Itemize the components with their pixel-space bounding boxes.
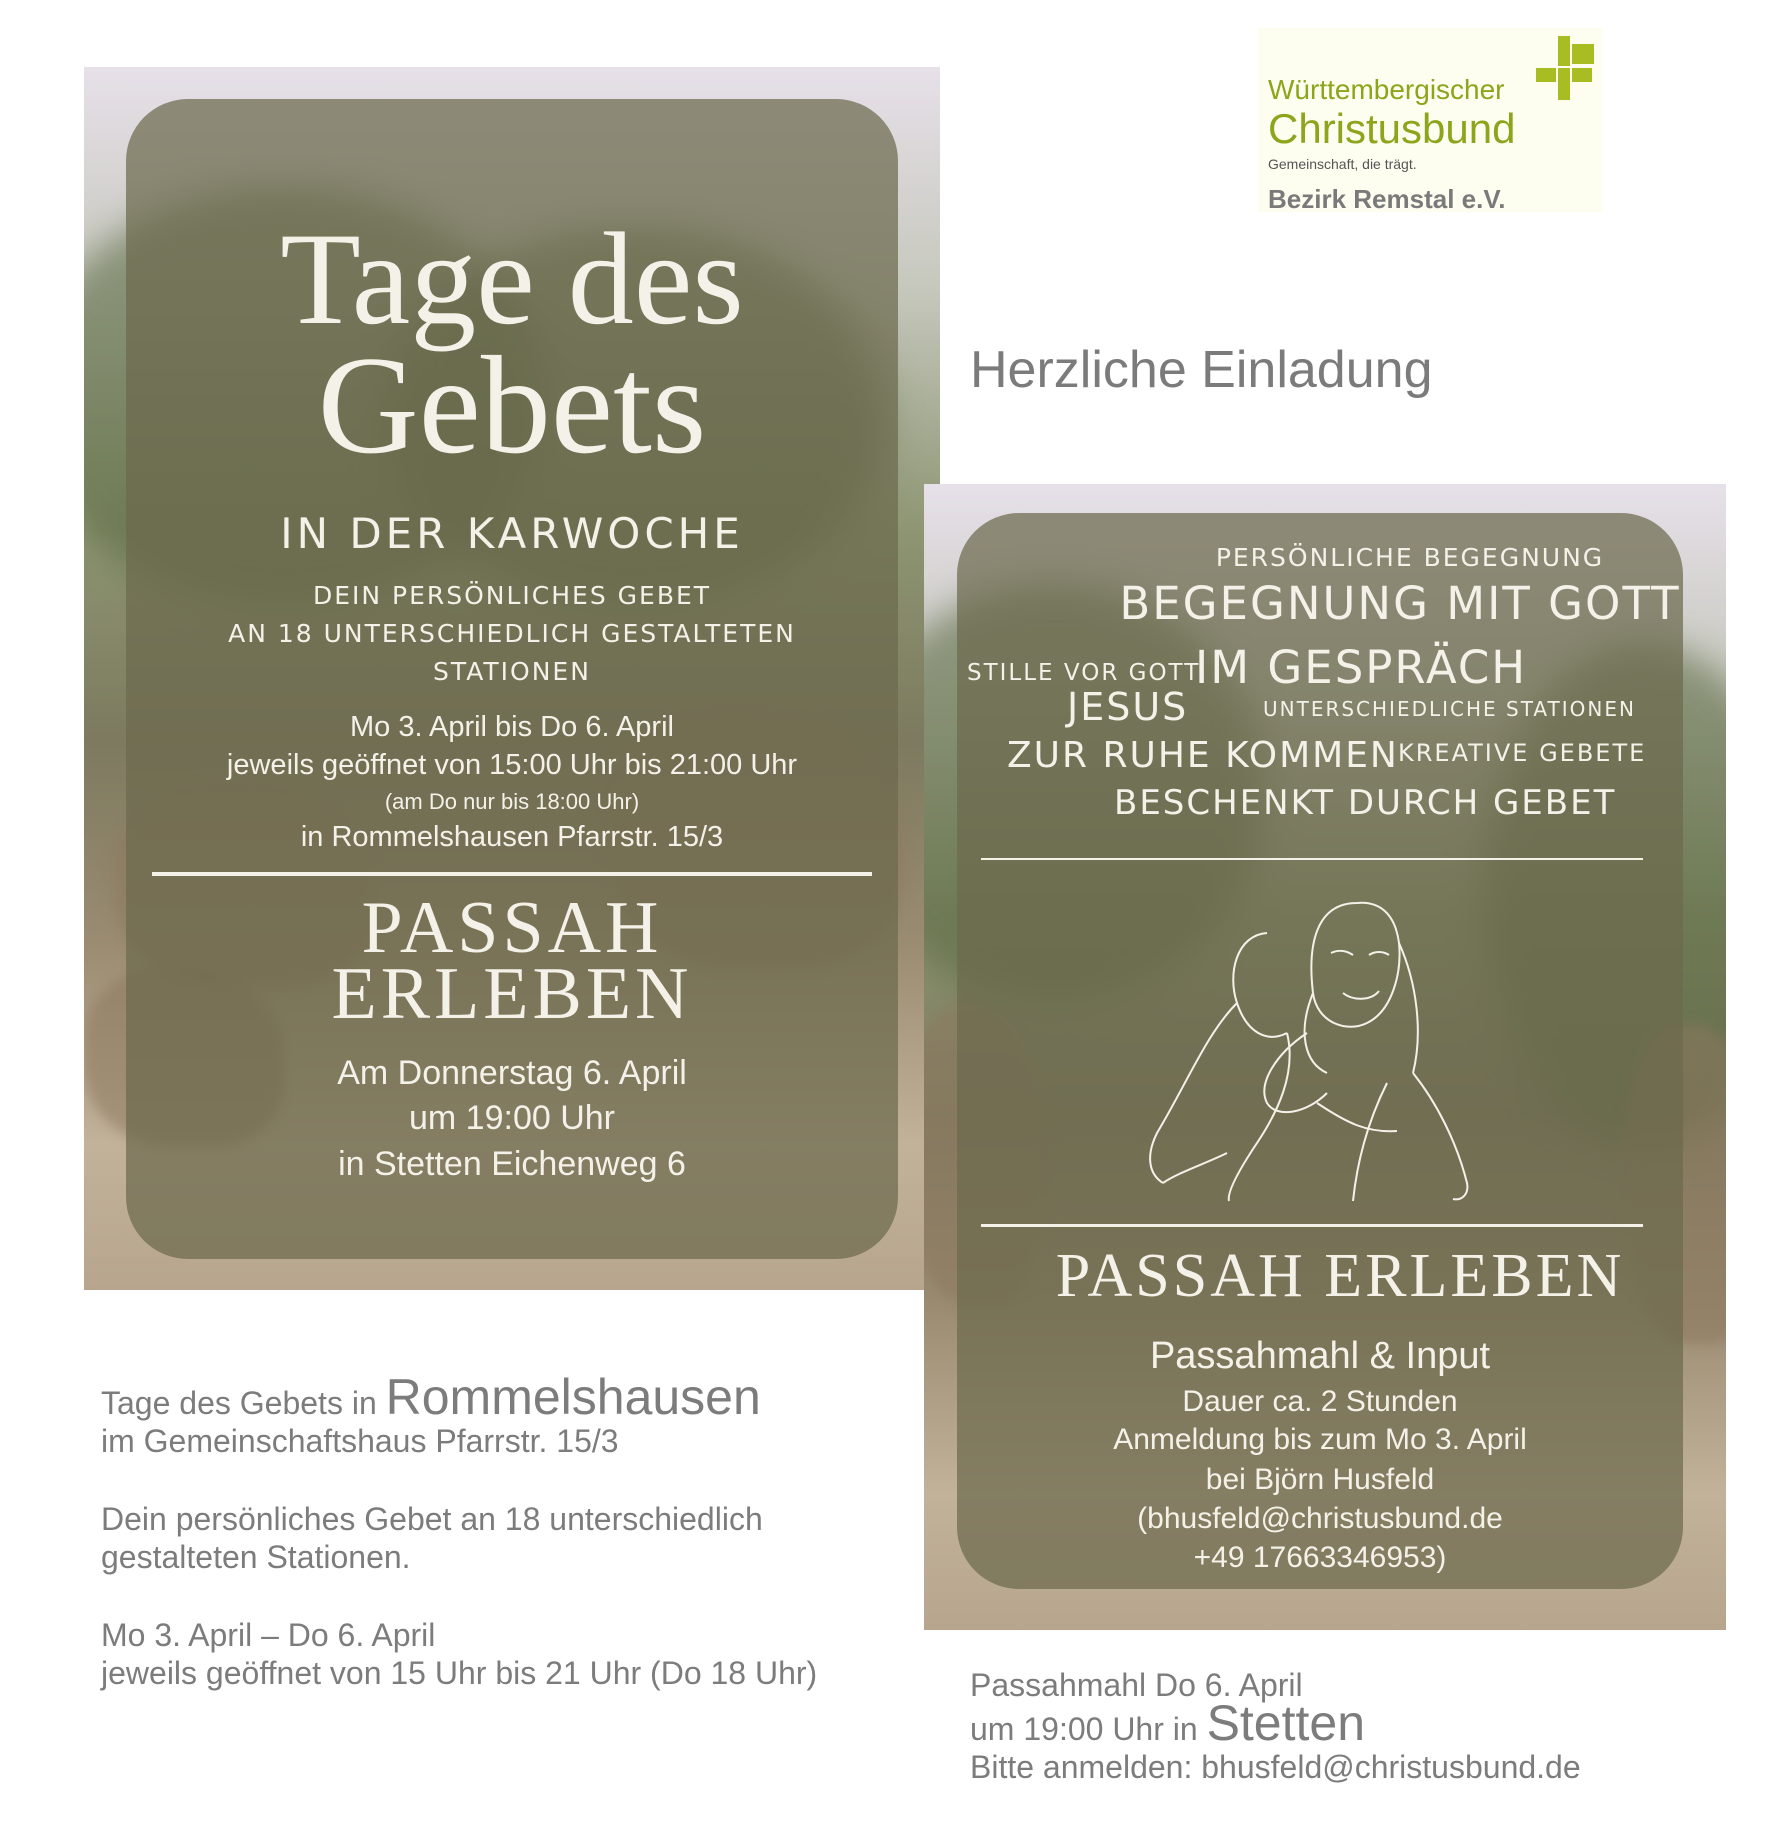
logo-tagline: Gemeinschaft, die trägt. <box>1268 156 1417 172</box>
poster1-divider <box>152 872 872 876</box>
cross-logo-icon <box>1528 34 1598 104</box>
word-zur-ruhe-kommen: ZUR RUHE KOMMEN <box>1007 735 1399 776</box>
word-kreative-gebete: KREATIVE GEBETE <box>1398 739 1647 767</box>
poster-tage-des-gebets <box>84 67 940 1290</box>
poster1-passah-time: um 19:00 Uhr <box>409 1099 615 1137</box>
poster1-title-line2: Gebets <box>317 328 707 483</box>
poster2-passah-title: PASSAH ERLEBEN <box>1055 1242 1625 1310</box>
word-unterschiedliche-stationen: UNTERSCHIEDLICHE STATIONEN <box>1263 697 1636 721</box>
rommelshausen-town: Rommelshausen <box>385 1369 761 1425</box>
stetten-register: Bitte anmelden: bhusfeld@christusbund.de <box>970 1749 1581 1785</box>
rommelshausen-desc-line2: gestalteten Stationen. <box>101 1539 411 1575</box>
logo-bezirk: Bezirk Remstal e.V. <box>1268 184 1506 214</box>
poster2-contact-name: bei Björn Husfeld <box>1205 1463 1435 1496</box>
word-im-gespraech: IM GESPRÄCH <box>1195 641 1528 694</box>
poster2-divider-top <box>981 858 1643 860</box>
poster1-panel <box>126 99 898 1259</box>
poster1-passah-line2: ERLEBEN <box>331 953 693 1035</box>
rommelshausen-hours: jeweils geöffnet von 15 Uhr bis 21 Uhr (Do 18 Uhr) <box>101 1655 818 1691</box>
logo-line2: Christusbund <box>1268 105 1516 152</box>
poster2-meal: Passahmahl & Input <box>1149 1335 1491 1377</box>
headline: Herzliche Einladung <box>970 341 1433 399</box>
word-jesus: JESUS <box>1067 685 1189 729</box>
poster1-dates: Mo 3. April bis Do 6. April <box>350 711 674 743</box>
christusbund-logo <box>1258 28 1602 212</box>
poster2-panel <box>957 513 1683 1589</box>
poster1-passah-line1: PASSAH <box>361 887 663 969</box>
jesus-embrace-illustration <box>1117 883 1537 1203</box>
rommelshausen-venue: im Gemeinschaftshaus Pfarrstr. 15/3 <box>101 1423 619 1459</box>
poster1-hours: jeweils geöffnet von 15:00 Uhr bis 21:00 Uhr <box>226 749 798 781</box>
poster2-registration: Anmeldung bis zum Mo 3. April <box>1113 1423 1527 1456</box>
word-stille-vor-gott: STILLE VOR GOTT <box>967 660 1201 686</box>
poster1-desc-line3: STATIONEN <box>433 657 591 686</box>
stetten-time: um 19:00 Uhr in <box>970 1711 1207 1747</box>
poster1-desc-line2: AN 18 UNTERSCHIEDLICH GESTALTETEN <box>228 619 796 648</box>
rommelshausen-intro: Tage des Gebets in <box>101 1385 386 1421</box>
poster1-hours-note: (am Do nur bis 18:00 Uhr) <box>384 789 640 814</box>
poster2-contact-email: (bhusfeld@christusbund.de <box>1137 1502 1503 1535</box>
poster2-duration: Dauer ca. 2 Stunden <box>1182 1385 1458 1418</box>
word-persoenliche-begegnung: PERSÖNLICHE BEGEGNUNG <box>1215 543 1605 572</box>
rommelshausen-info <box>101 1369 901 1692</box>
poster1-desc-line1: DEIN PERSÖNLICHES GEBET <box>312 581 712 610</box>
stetten-meal: Passahmahl Do 6. April <box>970 1667 1303 1703</box>
stetten-time-line <box>970 1695 1770 1751</box>
rommelshausen-desc-line1: Dein persönliches Gebet an 18 unterschiedlich <box>101 1501 763 1537</box>
poster2-contact-phone: +49 17663346953) <box>1193 1541 1447 1574</box>
poster1-passah-date: Am Donnerstag 6. April <box>337 1054 687 1092</box>
poster2-divider-bottom <box>981 1224 1643 1227</box>
stetten-info <box>970 1666 1770 1786</box>
logo-line1: Württembergischer <box>1268 74 1505 105</box>
stetten-town: Stetten <box>1206 1695 1366 1751</box>
poster1-passah-location: in Stetten Eichenweg 6 <box>338 1145 686 1183</box>
poster1-subtitle: IN DER KARWOCHE <box>280 509 744 558</box>
word-begegnung-mit-gott: BEGEGNUNG MIT GOTT <box>1119 577 1681 630</box>
poster1-location: in Rommelshausen Pfarrstr. 15/3 <box>300 821 724 853</box>
rommelshausen-dates: Mo 3. April – Do 6. April <box>101 1617 436 1653</box>
poster-passah-erleben <box>924 484 1726 1630</box>
rommelshausen-heading <box>101 1369 901 1425</box>
word-beschenkt-durch-gebet: BESCHENKT DURCH GEBET <box>1114 783 1617 823</box>
poster1-title-line1: Tage des <box>280 205 744 352</box>
